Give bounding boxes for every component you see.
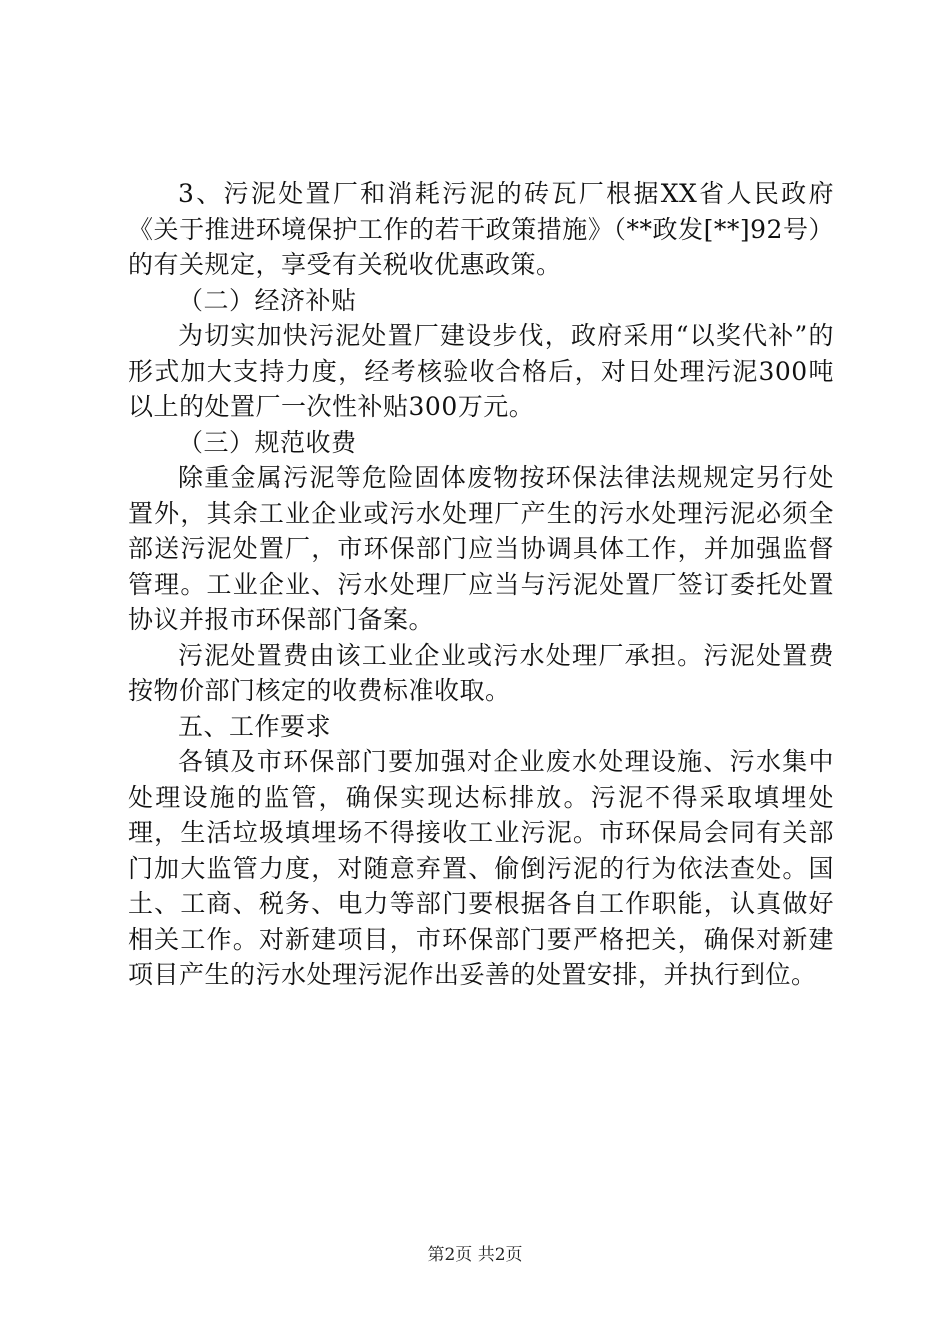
paragraph-disposal-fee: 污泥处置费由该工业企业或污水处理厂承担。污泥处置费按物价部门核定的收费标准收取。 bbox=[128, 640, 834, 705]
paragraph-tax-policy: 3、污泥处置厂和消耗污泥的砖瓦厂根据XX省人民政府《关于推进环境保护工作的若干政策措施》（**政发[**]92号）的有关规定，享受有关税收优惠政策。 bbox=[128, 179, 834, 279]
paragraph-heavy-metal-sludge: 除重金属污泥等危险固体废物按环保法律法规规定另行处置外，其余工业企业或污水处理厂产生的污水处理污泥必须全部送污泥处置厂，市环保部门应当协调具体工作，并加强监督管理。工业企业、污水处理厂应当与污泥处置厂签订委托处置协议并报市环保部门备案。 bbox=[128, 463, 834, 634]
section-heading-economic-subsidy: （二）经济补贴 bbox=[178, 285, 357, 315]
paragraph-subsidy: 为切实加快污泥处置厂建设步伐，政府采用“以奖代补”的形式加大支持力度，经考核验收合格后，对日处理污泥300吨以上的处置厂一次性补贴300万元。 bbox=[128, 321, 834, 421]
section-heading-fee-standard: （三）规范收费 bbox=[178, 427, 357, 457]
paragraph-supervision: 各镇及市环保部门要加强对企业废水处理设施、污水集中处理设施的监管，确保实现达标排放。污泥不得采取填埋处理，生活垃圾填埋场不得接收工业污泥。市环保局会同有关部门加大监管力度，对随意弃置、偷倒污泥的行为依法查处。国土、工商、税务、电力等部门要根据各自工作职能，认真做好相关工作。对新建项目，市环保部门要严格把关，确保对新建项目产生的污水处理污泥作出妥善的处置安排，并执行到位。 bbox=[128, 747, 834, 989]
document-body bbox=[128, 176, 834, 993]
page-number-footer: 第2页 共2页 bbox=[427, 1245, 523, 1265]
section-heading-work-requirements: 五、工作要求 bbox=[178, 711, 332, 741]
